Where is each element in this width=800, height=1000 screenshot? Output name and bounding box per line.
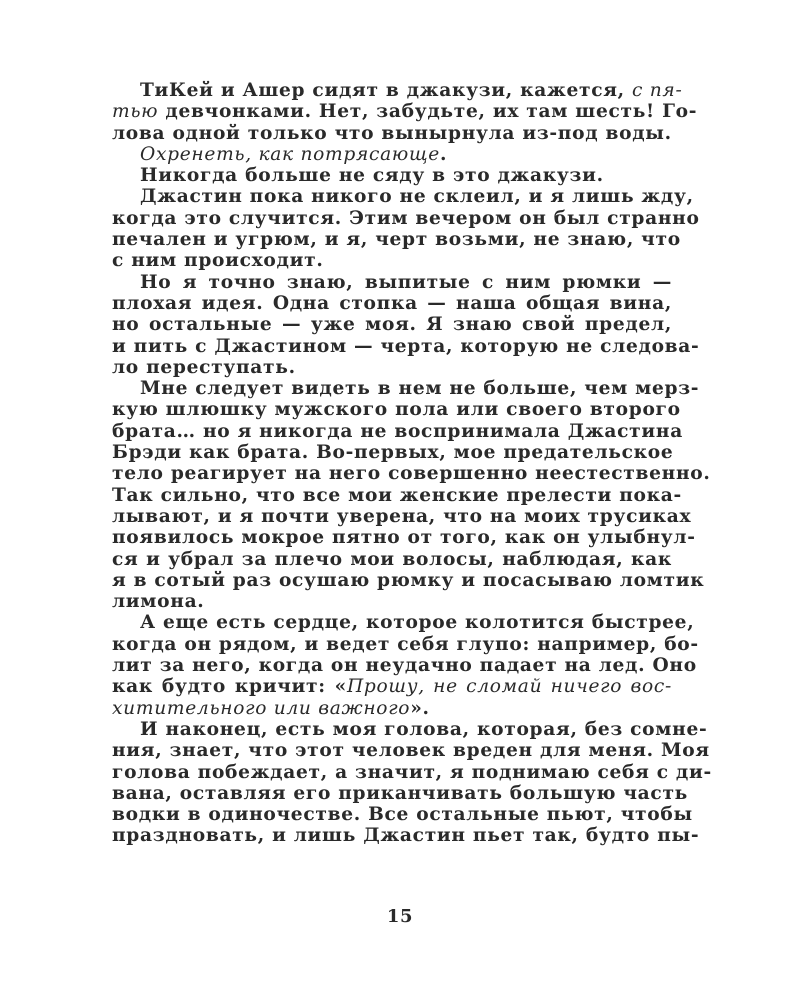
text-run: Так сильно, что все мои женские прелести пока-: [112, 484, 682, 506]
text-line: [112, 335, 700, 357]
text-line: [112, 718, 708, 740]
text-run: праздновать, и лишь Джастин пьет так, будто пы-: [112, 825, 700, 847]
text-line: [112, 463, 711, 485]
page-number: 15: [386, 906, 414, 927]
body-text: [112, 80, 712, 847]
italic-run: Прошу, не сломай ничего вос-: [347, 676, 672, 698]
text-line: [112, 229, 681, 251]
text-run: появилось мокрое пятно от того, как он улыбнул-: [112, 527, 696, 549]
text-line: [112, 527, 696, 549]
text-run: печален и угрюм, и я, черт возьми, не знаю, что: [112, 229, 681, 251]
text-run: с ним происходит.: [112, 250, 324, 272]
text-run: плохая идея. Одна стопка — наша общая вина,: [112, 292, 672, 314]
text-line: [112, 569, 705, 591]
text-line: [112, 207, 700, 229]
text-line: [112, 272, 672, 293]
text-run: ТиКей и Ашер сидят в джакузи, кажется,: [140, 80, 633, 101]
text-run: я в сотый раз осушаю рюмку и посасываю ломтик: [112, 569, 705, 591]
paragraph: [112, 165, 672, 186]
text-line: [112, 123, 672, 144]
text-run: брата… но я никогда не воспринимала Джастина: [112, 420, 683, 442]
text-line: [112, 250, 672, 271]
text-line: [112, 80, 683, 101]
text-run: тело реагирует на него совершенно неестественно.: [112, 463, 711, 485]
text-run: лова одной только что вынырнула из-под воды.: [112, 122, 672, 144]
text-line: [112, 761, 712, 783]
text-line: [112, 484, 682, 506]
paragraph: [112, 80, 698, 144]
text-line: [112, 442, 672, 463]
text-line: [112, 399, 681, 421]
text-run: ния, знает, что этот человек вреден для меня. Моя: [112, 740, 710, 762]
text-line: [112, 825, 700, 847]
text-run: как будто кричит: «: [112, 676, 348, 698]
text-line: [112, 144, 672, 165]
text-line: [112, 293, 672, 314]
paragraph: [112, 718, 712, 847]
text-run: лит за него, когда он неудачно падает на лед. Оно: [112, 655, 697, 677]
text-line: [112, 549, 672, 570]
text-line: [112, 357, 672, 378]
paragraph: [112, 378, 711, 613]
text-run: лимона.: [112, 591, 205, 613]
text-line: [112, 314, 672, 335]
text-run: но остальные — уже моя. Я знаю свой предел,: [112, 314, 672, 336]
text-line: [112, 378, 700, 400]
text-run: ло переступать.: [112, 356, 296, 378]
text-run: Джастин пока никого не склеил, и я лишь жду,: [140, 186, 694, 208]
text-run: ».: [410, 697, 430, 719]
text-run: голова побеждает, а значит, я поднимаю себя с ди-: [112, 761, 712, 783]
text-line: [112, 804, 693, 826]
text-line: [112, 186, 694, 208]
text-run: когда это случится. Этим вечером он был странно: [112, 207, 700, 229]
text-line: [112, 655, 697, 677]
text-line: [112, 633, 699, 655]
text-run: когда он рядом, и ведет себя глупо: например, бо-: [112, 633, 699, 655]
italic-run: тью: [112, 101, 159, 123]
italic-run: Охренеть, как потрясающе: [140, 143, 440, 165]
text-line: [112, 740, 710, 762]
text-line: [112, 612, 695, 634]
italic-run: с пя-: [632, 80, 683, 101]
text-run: и пить с Джастином — черта, которую не следова-: [112, 335, 700, 357]
text-line: [112, 676, 672, 697]
text-run: А еще есть сердце, которое колотится быстрее,: [140, 612, 695, 634]
text-run: Брэди как брата. Во-первых, мое предательское: [112, 442, 674, 464]
italic-run: хитительного или важного: [112, 697, 411, 719]
text-line: [112, 591, 672, 612]
paragraph: [112, 144, 672, 165]
text-run: девчонками. Нет, забудьте, их там шесть! Го-: [158, 101, 698, 123]
text-run: Никогда больше не сяду в это джакузи.: [140, 165, 604, 187]
text-run: кую шлюшку мужского пола или своего второго: [112, 399, 681, 421]
text-line: [112, 420, 683, 442]
text-line: [112, 782, 688, 804]
text-line: [112, 165, 672, 186]
text-run: Мне следует видеть в нем не больше, чем мерз-: [140, 378, 700, 400]
text-run: вана, оставляя его приканчивать большую часть: [112, 782, 688, 804]
text-run: И наконец, есть моя голова, которая, без сомне-: [140, 718, 708, 740]
text-run: .: [439, 143, 448, 165]
text-run: Но я точно знаю, выпитые с ним рюмки —: [140, 271, 672, 293]
paragraph: [112, 186, 700, 272]
text-line: [112, 505, 692, 527]
text-run: ся и убрал за плечо мои волосы, наблюдая, как: [112, 548, 672, 570]
paragraph: [112, 271, 700, 378]
text-line: [112, 698, 672, 719]
text-line: [112, 101, 698, 123]
text-run: лывают, и я почти уверена, что на моих трусиках: [112, 505, 692, 527]
text-run: водки в одиночестве. Все остальные пьют, чтобы: [112, 804, 693, 826]
paragraph: [112, 612, 699, 719]
